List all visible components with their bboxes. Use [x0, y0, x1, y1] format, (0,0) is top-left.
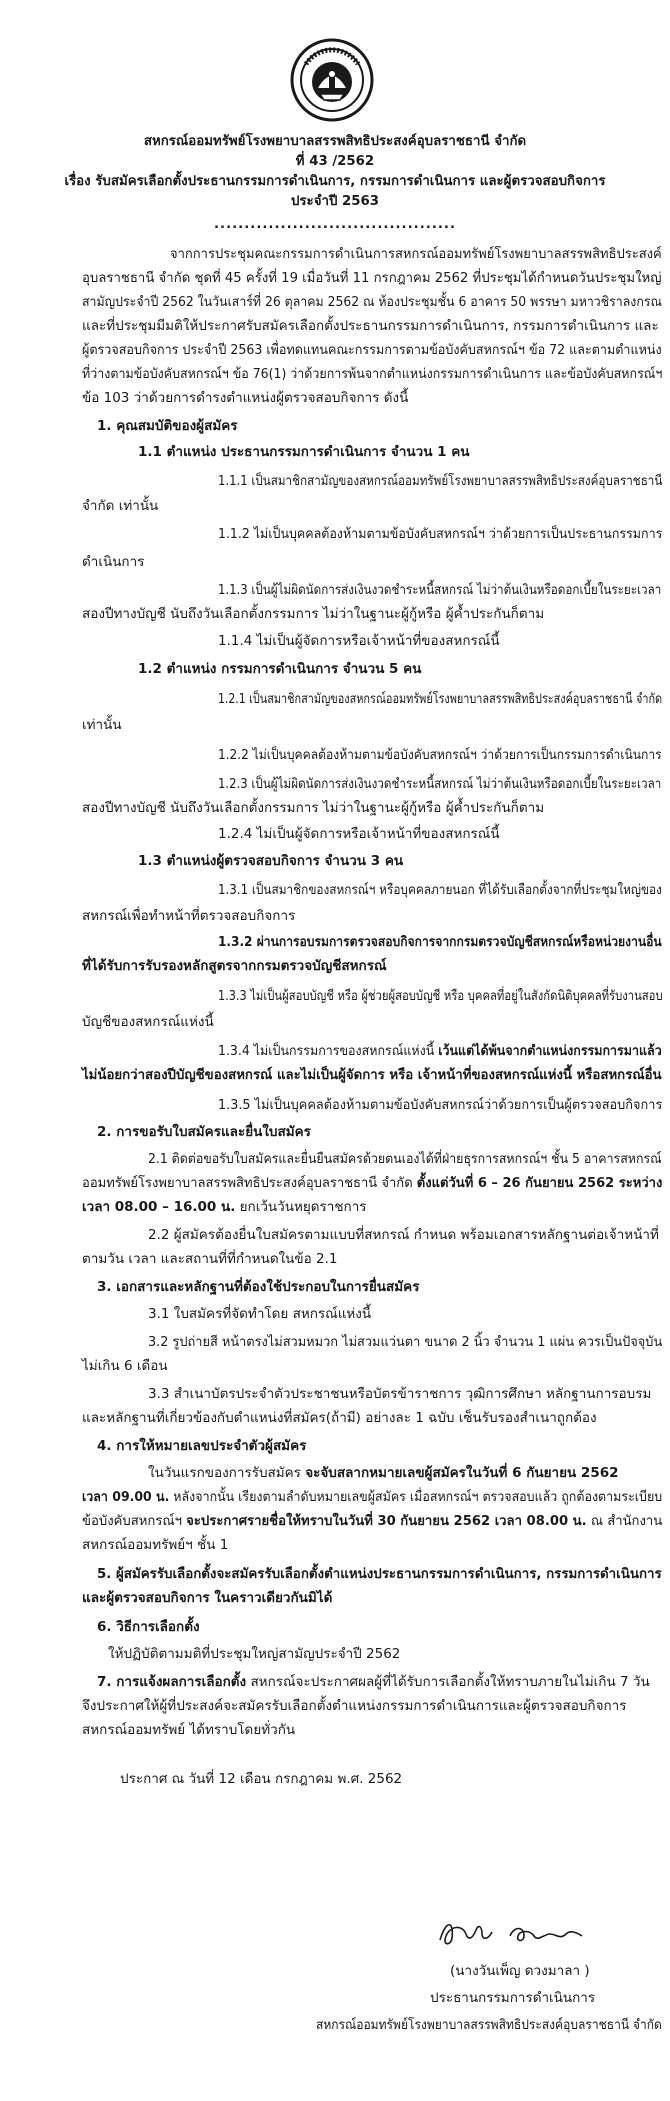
section-3-title: 3. เอกสารและหลักฐานที่ต้องใช้ประกอบในการยื่นสมัคร [97, 1279, 420, 1295]
clause-4-announce-date: จะประกาศรายชื่อให้ทราบในวันที่ 30 กันยายน 2562 เวลา 08.00 น. [186, 1513, 587, 1529]
clause-2-1-holiday: ยกเว้นวันหยุดราชการ [235, 1199, 367, 1215]
intro-line: ที่ว่างตามข้อบังคับสหกรณ์ฯ ข้อ 76(1) ว่าด้วยการพ้นจากตำแหน่งกรรมการดำเนินการ และข้อบังคับสหกรณ์ฯ [82, 366, 663, 382]
clause-1-3-4-cont: ไม่น้อยกว่าสองปีบัญชีของสหกรณ์ และไม่เป็นผู้จัดการ หรือ เจ้าหน้าที่ของสหกรณ์แห่งนี้ หรือสหกรณ์อื่น [82, 1067, 662, 1083]
clause-2-1-location: ออมทรัพย์โรงพยาบาลสรรพสิทธิประสงค์อุบลราชธานี จำกัด [82, 1175, 417, 1191]
section-1-2-title: 1.2 ตำแหน่ง กรรมการดำเนินการ จำนวน 5 คน [138, 661, 422, 677]
header-divider: ........................................ [213, 217, 457, 232]
clause-1-3-2-cont: ที่ได้รับการรับรองหลักสูตรจากกรมตรวจบัญชีสหกรณ์ [82, 958, 387, 974]
section-1-3-title: 1.3 ตำแหน่งผู้ตรวจสอบกิจการ จำนวน 3 คน [138, 853, 404, 869]
clause-1-3-4-text: 1.3.4 ไม่เป็นกรรมการของสหกรณ์แห่งนี้ [218, 1043, 439, 1059]
clause-2-1-hours: เวลา 08.00 – 16.00 น. [82, 1199, 236, 1215]
clause-1-3-2: 1.3.2 ผ่านการอบรมการตรวจสอบกิจการจากกรมตรวจบัญชีสหกรณ์หรือหน่วยงานอื่น [218, 934, 662, 950]
clause-4-order: หลังจากนั้น เรียงตามลำดับหมายเลขผู้สมัคร เมื่อสหกรณ์ฯ ตรวจสอบแล้ว ถูกต้องตามระเบียบ [169, 1489, 663, 1505]
clause-4-line-3 [82, 1512, 662, 1530]
clause-1-2-3-cont: สองปีทางบัญชี นับถึงวันเลือกตั้งกรรมการ ไม่ว่าในฐานะผู้กู้หรือ ผู้ค้ำประกันก็ตาม [82, 800, 545, 816]
clause-1-1-2-cont: ดำเนินการ [82, 554, 145, 570]
clause-4-line-1 [148, 1464, 619, 1482]
cooperative-seal-logo-icon [290, 38, 374, 122]
intro-line: และที่ประชุมมีมติให้ประกาศรับสมัครเลือกตั้งประธานกรรมการดำเนินการ, กรรมการดำเนินการ และ [82, 318, 659, 334]
section-5-cont: และผู้ตรวจสอบกิจการ ในคราวเดียวกันมิได้ [82, 1590, 333, 1606]
clause-1-2-1-cont: เท่านั้น [82, 717, 122, 733]
clause-2-1: 2.1 ติดต่อขอรับใบสมัครและยื่นยืนสมัครด้วยตนเองได้ที่ฝ่ายธุรการสหกรณ์ฯ ชั้น 5 อาคารสหกรณ์ [148, 1151, 662, 1167]
clause-1-1-1-cont: จำกัด เท่านั้น [82, 498, 159, 514]
signer-name: (นางวันเพ็ญ ดวงมาลา ) [450, 1963, 590, 1979]
intro-line: ผู้ตรวจสอบกิจการ ประจำปี 2563 เพื่อทดแทนคณะกรรมการตามข้อบังคับสหกรณ์ฯ ข้อ 72 และตามตำแหน่ง [82, 342, 662, 358]
clause-1-3-1-cont: สหกรณ์เพื่อทำหน้าที่ตรวจสอบกิจการ [82, 908, 296, 924]
clause-1-1-3-cont: สองปีทางบัญชี นับถึงวันเลือกตั้งกรรมการ ไม่ว่าในฐานะผู้กู้หรือ ผู้ค้ำประกันก็ตาม [82, 606, 545, 622]
clause-6-1: ให้ปฏิบัติตามมติที่ประชุมใหญ่สามัญประจำปี 2562 [108, 1646, 401, 1662]
clause-2-1-time [82, 1198, 367, 1216]
intro-line: จากการประชุมคณะกรรมการดำเนินการสหกรณ์ออมทรัพย์โรงพยาบาลสรรพสิทธิประสงค์ [170, 246, 662, 262]
clause-1-1-3: 1.1.3 เป็นผู้ไม่ผิดนัดการส่งเงินงวดชำระหนี้สหกรณ์ ไม่ว่าต้นเงินหรือดอกเบี้ยในระยะเวลา [218, 582, 662, 598]
subject-line: เรื่อง รับสมัครเลือกตั้งประธานกรรมการดำเนินการ, กรรมการดำเนินการ และผู้ตรวจสอบกิจการ [64, 174, 606, 189]
clause-4-line-4: สหกรณ์ออมทรัพย์ฯ ชั้น 1 [82, 1537, 229, 1553]
clause-3-3: 3.3 สำเนาบัตรประจำตัวประชาชนหรือบัตรข้าราชการ วุฒิการศึกษา หลักฐานการอบรม [148, 1386, 652, 1402]
intro-line: ข้อ 103 ว่าด้วยการดำรงตำแหน่งผู้ตรวจสอบกิจการ ดังนี้ [82, 390, 409, 406]
clause-1-2-4: 1.2.4 ไม่เป็นผู้จัดการหรือเจ้าหน้าที่ของสหกรณ์นี้ [218, 826, 500, 842]
section-7-line-1 [97, 1673, 650, 1691]
clause-2-1-cont [82, 1174, 662, 1192]
clause-4-office: ณ สำนักงาน [586, 1513, 663, 1529]
subject-year: ประจำปี 2563 [290, 194, 380, 209]
clause-2-1-dates: ตั้งแต่วันที่ 6 – 26 กันยายน 2562 ระหว่าง [416, 1175, 663, 1191]
clause-1-2-1: 1.2.1 เป็นสมาชิกสามัญของสหกรณ์ออมทรัพย์โรงพยาบาลสรรพสิทธิประสงค์อุบลราชธานี จำกัด [218, 691, 663, 707]
section-4-title: 4. การให้หมายเลขประจำตัวผู้สมัคร [97, 1438, 307, 1454]
clause-3-2: 3.2 รูปถ่ายสี หน้าตรงไม่สวมหมวก ไม่สวมแว่นตา ขนาด 2 นิ้ว จำนวน 1 แผ่น ควรเป็นปัจจุบัน [148, 1334, 663, 1350]
handwritten-signature-icon [432, 1910, 602, 1954]
section-1-title: 1. คุณสมบัติของผู้สมัคร [97, 418, 238, 434]
clause-4-rules: ข้อบังคับสหกรณ์ฯ [82, 1513, 187, 1529]
clause-4-draw-date: จะจับสลากหมายเลขผู้สมัครในวันที่ 6 กันยายน 2562 [305, 1465, 619, 1481]
clause-3-3-cont: และหลักฐานที่เกี่ยวข้องกับตำแหน่งที่สมัคร(ถ้ามี) อย่างละ 1 ฉบับ เซ็นรับรองสำเนาถูกต้อง [82, 1410, 597, 1426]
section-7-text: สหกรณ์จะประกาศผลผู้ที่ได้รับการเลือกตั้งให้ทราบภายในไม่เกิน 7 วัน [246, 1674, 650, 1690]
signer-title: ประธานกรรมการดำเนินการ [430, 1990, 596, 2006]
clause-1-3-3-cont: บัญชีของสหกรณ์แห่งนี้ [82, 1014, 214, 1030]
clause-2-2: 2.2 ผู้สมัครต้องยื่นใบสมัครตามแบบที่สหกรณ์ กำหนด พร้อมเอกสารหลักฐานต่อเจ้าหน้าที่ [148, 1227, 659, 1243]
clause-1-3-4-exception: เว้นแต่ได้พ้นจากตำแหน่งกรรมการมาแล้ว [438, 1043, 662, 1059]
clause-4-draw-time: เวลา 09.00 น. [82, 1489, 170, 1505]
section-7-title: 7. การแจ้งผลการเลือกตั้ง [97, 1674, 247, 1690]
section-2-title: 2. การขอรับใบสมัครและยื่นใบสมัคร [97, 1124, 311, 1140]
document-number: ที่ 43 /2562 [295, 154, 375, 169]
section-5-title: 5. ผู้สมัครรับเลือกตั้งจะสมัครรับเลือกตั้งตำแหน่งประธานกรรมการดำเนินการ, กรรมการดำเนินการ [97, 1566, 662, 1582]
clause-1-2-3: 1.2.3 เป็นผู้ไม่ผิดนัดการส่งเงินงวดชำระหนี้สหกรณ์ ไม่ว่าต้นเงินหรือดอกเบี้ยในระยะเวลา [218, 776, 662, 792]
announcement-date: ประกาศ ณ วันที่ 12 เดือน กรกฎาคม พ.ศ. 2562 [120, 1771, 403, 1787]
clause-1-1-1: 1.1.1 เป็นสมาชิกสามัญของสหกรณ์ออมทรัพย์โรงพยาบาลสรรพสิทธิประสงค์อุบลราชธานี [218, 473, 663, 489]
clause-4-line-2 [82, 1488, 662, 1506]
clause-3-2-cont: ไม่เกิน 6 เดือน [82, 1358, 168, 1374]
section-6-title: 6. วิธีการเลือกตั้ง [97, 1619, 200, 1635]
clause-3-1: 3.1 ใบสมัครที่จัดทำโดย สหกรณ์แห่งนี้ [148, 1306, 372, 1322]
org-name-heading: สหกรณ์ออมทรัพย์โรงพยาบาลสรรพสิทธิประสงค์อุบลราชธานี จำกัด [143, 134, 527, 149]
section-1-1-title: 1.1 ตำแหน่ง ประธานกรรมการดำเนินการ จำนวน 1 คน [138, 444, 470, 460]
section-7-line-2: จึงประกาศให้ผู้ที่ประสงค์จะสมัครรับเลือกตั้งตำแหน่งกรรมการดำเนินการและผู้ตรวจสอบกิจการ [82, 1698, 627, 1714]
signer-organization: สหกรณ์ออมทรัพย์โรงพยาบาลสรรพสิทธิประสงค์อุบลราชธานี จำกัด [316, 2017, 662, 2033]
intro-line: อุบลราชธานี จำกัด ชุดที่ 45 ครั้งที่ 19 เมื่อวันที่ 11 กรกฎาคม 2562 ที่ประชุมได้กำหนดวันประชุมใหญ่ [82, 270, 662, 286]
clause-2-2-cont: ตามวัน เวลา และสถานที่ที่กำหนดในข้อ 2.1 [82, 1251, 338, 1267]
clause-1-1-2: 1.1.2 ไม่เป็นบุคคลต้องห้ามตามข้อบังคับสหกรณ์ฯ ว่าด้วยการเป็นประธานกรรมการ [218, 526, 663, 542]
intro-line: สามัญประจำปี 2562 ในวันเสาร์ที่ 26 ตุลาคม 2562 ณ ห้องประชุมชั้น 6 อาคาร 50 พรรษา มหาวชิราลงกรณ [82, 294, 662, 310]
clause-1-2-2: 1.2.2 ไม่เป็นบุคคลต้องห้ามตามข้อบังคับสหกรณ์ฯ ว่าด้วยการเป็นกรรมการดำเนินการ [218, 747, 662, 763]
clause-1-3-3: 1.3.3 ไม่เป็นผู้สอบบัญชี หรือ ผู้ช่วยผู้สอบบัญชี หรือ บุคคลที่อยู่ในสังกัดนิติบุคคลที่รับงานสอบ [218, 988, 663, 1004]
section-7-line-3: สหกรณ์ออมทรัพย์ ได้ทราบโดยทั่วกัน [82, 1722, 296, 1738]
clause-4-first-day: ในวันแรกของการรับสมัคร [148, 1465, 306, 1481]
clause-1-3-5: 1.3.5 ไม่เป็นบุคคลต้องห้ามตามข้อบังคับสหกรณ์ว่าด้วยการเป็นผู้ตรวจสอบกิจการ [218, 1097, 663, 1113]
clause-1-1-4: 1.1.4 ไม่เป็นผู้จัดการหรือเจ้าหน้าที่ของสหกรณ์นี้ [218, 633, 500, 649]
clause-1-3-4 [218, 1042, 662, 1060]
clause-1-3-1: 1.3.1 เป็นสมาชิกของสหกรณ์ฯ หรือบุคคลภายนอก ที่ได้รับเลือกตั้งจากที่ประชุมใหญ่ของ [218, 882, 662, 898]
